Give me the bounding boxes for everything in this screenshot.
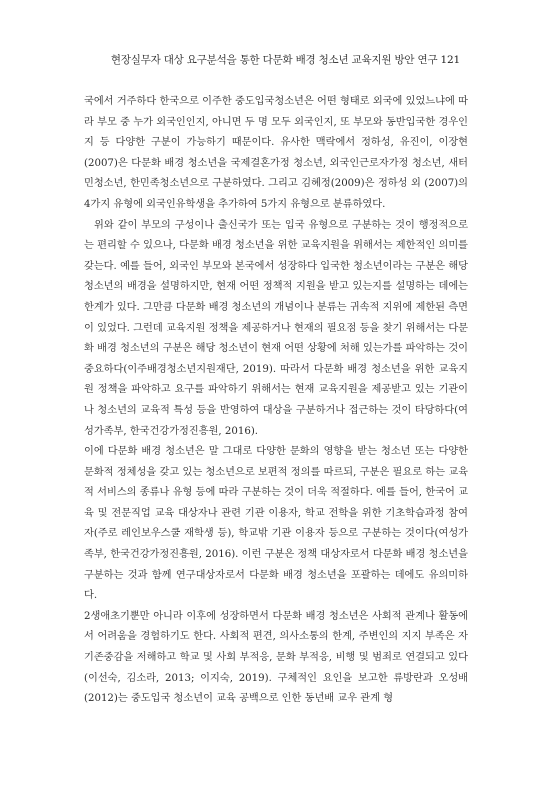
paragraph-4: 2생애초기뿐만 아니라 이후에 성장하면서 다문화 배경 청소년은 사회적 관계나 활동에서 어려움을 경험하기도 한다. 사회적 편견, 의사소통의 한계, 주변인의 지지 부족은 자기존중감을 저해하고 학교 및 사회 부적응, 문화 부적응, 비행 및 범죄로 연결되고 있다(이선숙, 김소라, 2013; 이지숙, 2019). 구체적인 요인을 보고한 류방란과 오성배(2012)는 중도입국 청소년이 교육 공백으로 인한 동년배 교우 관계 형 (84, 610, 468, 705)
running-title: 현장실무자 대상 요구분석을 통한 다문화 배경 청소년 교육지원 방안 연구 (110, 54, 438, 66)
paragraph-3: 이에 다문화 배경 청소년은 말 그대로 다양한 문화의 영향을 받는 청소년 또는 다양한 문화적 정체성을 갖고 있는 청소년으로 보편적 정의를 따르되, 구분은 필요로 하는 교육적 서비스의 종류나 유형 등에 따라 구분하는 것이 더욱 적절하다. 예를 들어, 한국어 교육 및 전문직업 교육 대상자나 관련 기관 이용자, 학교 전학을 위한 기초학습과정 참여자(주로 레인보우스쿨 재학생 등), 학교밖 기관 이용자 등으로 구분하는 것이다(여성가족부, 한국건강가정진흥원, 2016). 이런 구분은 정책 대상자로서 다문화 배경 청소년을 구분하는 것과 함께 연구대상자로서 다문화 배경 청소년을 포괄하는 데에도 유의미하다. (84, 446, 468, 602)
paragraph-2: 위와 같이 부모의 구성이나 출신국가 또는 입국 유형으로 구분하는 것이 행정적으로는 편리할 수 있으나, 다문화 배경 청소년을 위한 교육지원을 위해서는 제한적인 의미를 갖는다. 예를 들어, 외국인 부모와 본국에서 성장하다 입국한 청소년이라는 구분은 해당 청소년의 배경을 설명하지만, 현재 어떤 정책적 지원을 받고 있는지를 설명하는 데에는 한계가 있다. 그만큼 다문화 배경 청소년의 개념이나 분류는 귀속적 지위에 제한된 측면이 있었다. 그런데 교육지원 정책을 제공하거나 현재의 필요점 등을 찾기 위해서는 다문화 배경 청소년의 구분은 해당 청소년이 현재 어떤 상황에 처해 있는가를 파악하는 것이 중요하다(이주배경청소년지원재단, 2019). 따라서 다문화 배경 청소년을 위한 교육지원 정책을 파악하고 요구를 파악하기 위해서는 현재 교육지원을 제공받고 있는 기관이나 청소년의 교육적 특성 등을 반영하여 대상을 구분하거나 접근하는 것이 타당하다(여성가족부, 한국건강가정진흥원, 2016). (84, 219, 468, 437)
page-number: 121 (440, 54, 460, 66)
body-text (84, 92, 468, 710)
paragraph-1: 국에서 거주하다 한국으로 이주한 중도입국청소년은 어떤 형태로 외국에 있었느냐에 따라 부모 중 누가 외국인인지, 아니면 두 명 모두 외국인지, 또 부모와 동반입국한 경우인지 등 다양한 구분이 가능하기 때문이다. 유사한 맥락에서 정하성, 유진이, 이장현(2007)은 다문화 배경 청소년을 국제결혼가정 청소년, 외국인근로자가정 청소년, 새터민청소년, 한민족청소년으로 구분하였다. 그리고 김혜정(2009)은 정하성 외 (2007)의 4가지 유형에 외국인유학생을 추가하여 5가지 유형으로 분류하였다. (84, 96, 468, 210)
running-header (111, 52, 460, 67)
